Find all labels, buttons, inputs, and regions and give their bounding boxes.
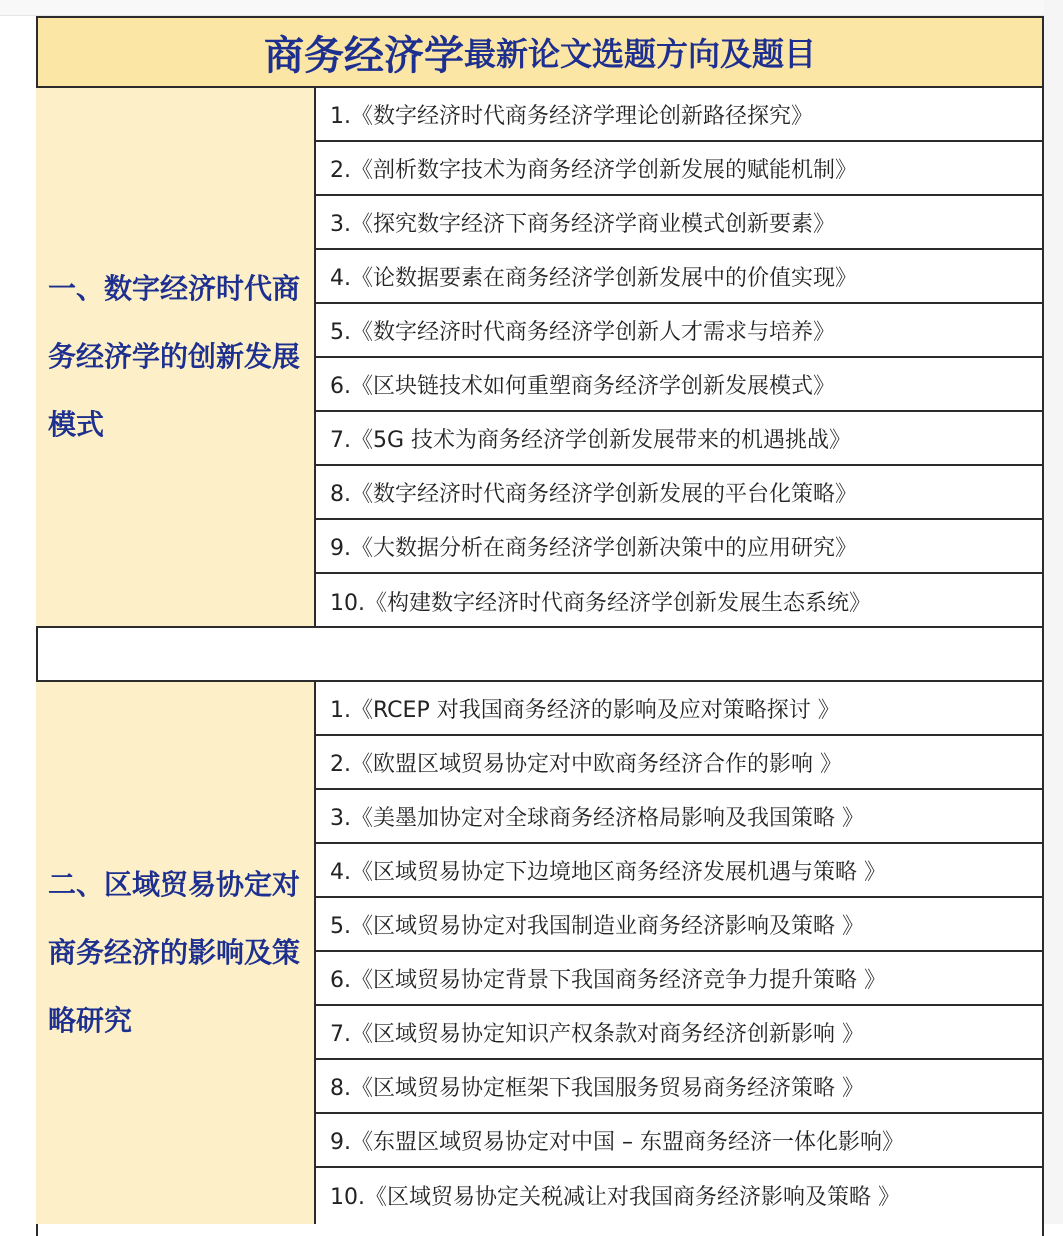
topic-item: 6.《区块链技术如何重塑商务经济学创新发展模式》	[316, 358, 1044, 412]
topic-item: 4.《论数据要素在商务经济学创新发展中的价值实现》	[316, 250, 1044, 304]
topic-item: 8.《数字经济时代商务经济学创新发展的平台化策略》	[316, 466, 1044, 520]
topic-item: 10.《构建数字经济时代商务经济学创新发展生态系统》	[330, 590, 871, 616]
topic-item: 5.《数字经济时代商务经济学创新人才需求与培养》	[316, 304, 1044, 358]
topic-list	[316, 88, 1044, 626]
topic-list	[316, 682, 1044, 1224]
section-label-text: 一、数字经济时代商务经济学的创新发展模式	[48, 272, 301, 441]
topic-item: 9.《大数据分析在商务经济学创新决策中的应用研究》	[316, 520, 1044, 574]
sheet-right-gutter	[1044, 0, 1063, 1224]
topic-item: 8.《区域贸易协定框架下我国服务贸易商务经济策略 》	[316, 1060, 1044, 1114]
topic-item: 9.《东盟区域贸易协定对中国 – 东盟商务经济一体化影响》	[316, 1114, 1044, 1168]
section-digital-economy	[36, 88, 1044, 628]
topic-item: 7.《区域贸易协定知识产权条款对商务经济创新影响 》	[316, 1006, 1044, 1060]
topic-item: 2.《欧盟区域贸易协定对中欧商务经济合作的影响 》	[316, 736, 1044, 790]
topic-item: 2.《剖析数字技术为商务经济学创新发展的赋能机制》	[316, 142, 1044, 196]
topic-item: 7.《5G 技术为商务经济学创新发展带来的机遇挑战》	[316, 412, 1044, 466]
topic-item: 5.《区域贸易协定对我国制造业商务经济影响及策略 》	[316, 898, 1044, 952]
topic-item: 1.《RCEP 对我国商务经济的影响及应对策略探讨 》	[316, 682, 1044, 736]
topic-item: 6.《区域贸易协定背景下我国商务经济竞争力提升策略 》	[316, 952, 1044, 1006]
topic-item: 1.《数字经济时代商务经济学理论创新路径探究》	[316, 88, 1044, 142]
section-label	[36, 88, 316, 626]
table-title	[36, 16, 1044, 88]
sheet-top-gutter	[0, 0, 1063, 16]
section-label-text: 二、区域贸易协定对商务经济的影响及策略研究	[48, 868, 301, 1037]
topic-item: 10.《区域贸易协定关税减让对我国商务经济影响及策略 》	[330, 1184, 900, 1210]
title-sub: 最新论文选题方向及题目	[463, 35, 816, 73]
section-regional-trade	[36, 682, 1044, 1224]
topic-item: 3.《美墨加协定对全球商务经济格局影响及我国策略 》	[316, 790, 1044, 844]
section-label	[36, 682, 316, 1224]
blank-separator-row	[36, 628, 1044, 682]
topic-item: 4.《区域贸易协定下边境地区商务经济发展机遇与策略 》	[316, 844, 1044, 898]
topic-item: 3.《探究数字经济下商务经济学商业模式创新要素》	[316, 196, 1044, 250]
title-main: 商务经济学	[263, 32, 464, 79]
